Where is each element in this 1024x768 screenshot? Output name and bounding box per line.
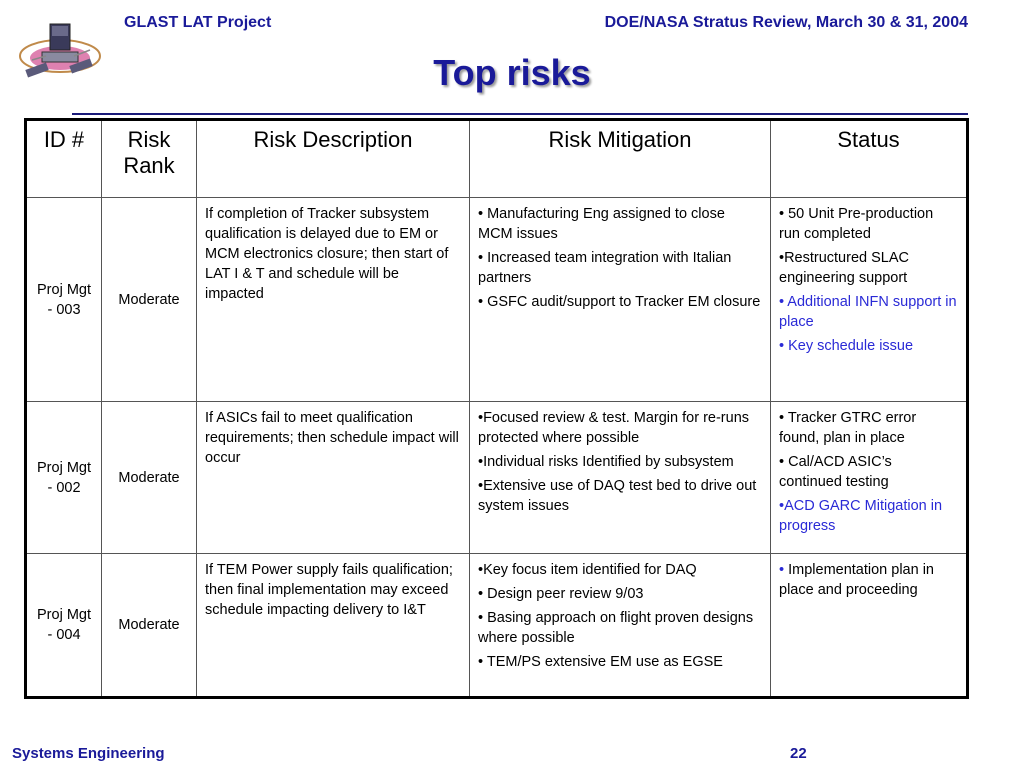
header-project-name: GLAST LAT Project bbox=[124, 14, 272, 31]
status-item: • Tracker GTRC error found, plan in place bbox=[779, 410, 917, 446]
title-divider bbox=[72, 113, 968, 115]
column-header-status: Status bbox=[771, 120, 968, 198]
status-item-highlight: • Additional INFN support in place bbox=[779, 294, 957, 330]
footer-page-number: 22 bbox=[790, 745, 807, 762]
risk-description: If completion of Tracker subsystem qualification is delayed due to EM or MCM electronics closure; then start of LAT I & T and schedule will be impacted bbox=[197, 198, 470, 402]
risk-rank: Moderate bbox=[102, 554, 197, 698]
risk-status bbox=[771, 198, 968, 402]
mitigation-item: •Individual risks Identified by subsystem bbox=[478, 454, 734, 470]
status-item: • 50 Unit Pre-production run completed bbox=[779, 206, 934, 242]
risk-id: Proj Mgt - 002 bbox=[26, 402, 102, 554]
risk-rank: Moderate bbox=[102, 402, 197, 554]
table-row bbox=[26, 198, 968, 402]
mitigation-item: •Extensive use of DAQ test bed to drive out system issues bbox=[478, 478, 757, 514]
status-text: Implementation plan in place and proceeding bbox=[779, 562, 934, 598]
table-row bbox=[26, 554, 968, 698]
risk-mitigation bbox=[470, 402, 771, 554]
mitigation-item: •Key focus item identified for DAQ bbox=[478, 562, 697, 578]
column-header-id: ID # bbox=[26, 120, 102, 198]
risk-status bbox=[771, 402, 968, 554]
mitigation-item: • Design peer review 9/03 bbox=[478, 586, 644, 602]
status-item-highlight: • Key schedule issue bbox=[779, 338, 914, 354]
risk-description: If ASICs fail to meet qualification requirements; then schedule impact will occur bbox=[197, 402, 470, 554]
status-bullet-highlight: • bbox=[779, 562, 785, 578]
risk-description: If TEM Power supply fails qualification; then final implementation may exceed schedule impacting delivery to I&T bbox=[197, 554, 470, 698]
status-item: • Cal/ACD ASIC’s continued testing bbox=[779, 454, 892, 490]
risk-mitigation bbox=[470, 554, 771, 698]
table-row bbox=[26, 402, 968, 554]
mitigation-item: • Increased team integration with Italian partners bbox=[478, 250, 732, 286]
column-header-risk-rank: Risk Rank bbox=[102, 120, 197, 198]
mitigation-item: • GSFC audit/support to Tracker EM closure bbox=[478, 294, 761, 310]
mitigation-item: • Basing approach on flight proven designs where possible bbox=[478, 610, 754, 646]
risk-id: Proj Mgt - 003 bbox=[26, 198, 102, 402]
column-header-risk-mitigation: Risk Mitigation bbox=[470, 120, 771, 198]
mitigation-item: •Focused review & test. Margin for re-runs protected where possible bbox=[478, 410, 750, 446]
risk-mitigation bbox=[470, 198, 771, 402]
risk-id: Proj Mgt - 004 bbox=[26, 554, 102, 698]
risk-table bbox=[24, 118, 969, 699]
mitigation-item: • Manufacturing Eng assigned to close MCM issues bbox=[478, 206, 725, 242]
status-item bbox=[779, 560, 958, 600]
slide-title: Top risks bbox=[433, 52, 591, 93]
mitigation-item: • TEM/PS extensive EM use as EGSE bbox=[478, 654, 723, 670]
risk-rank: Moderate bbox=[102, 198, 197, 402]
column-header-risk-description: Risk Description bbox=[197, 120, 470, 198]
risk-status bbox=[771, 554, 968, 698]
status-item-highlight: •ACD GARC Mitigation in progress bbox=[779, 498, 943, 534]
footer-section-name: Systems Engineering bbox=[12, 745, 165, 762]
header-review-title: DOE/NASA Stratus Review, March 30 & 31, 2004 bbox=[604, 14, 968, 31]
status-item: •Restructured SLAC engineering support bbox=[779, 250, 909, 286]
table-header-row bbox=[26, 120, 968, 198]
